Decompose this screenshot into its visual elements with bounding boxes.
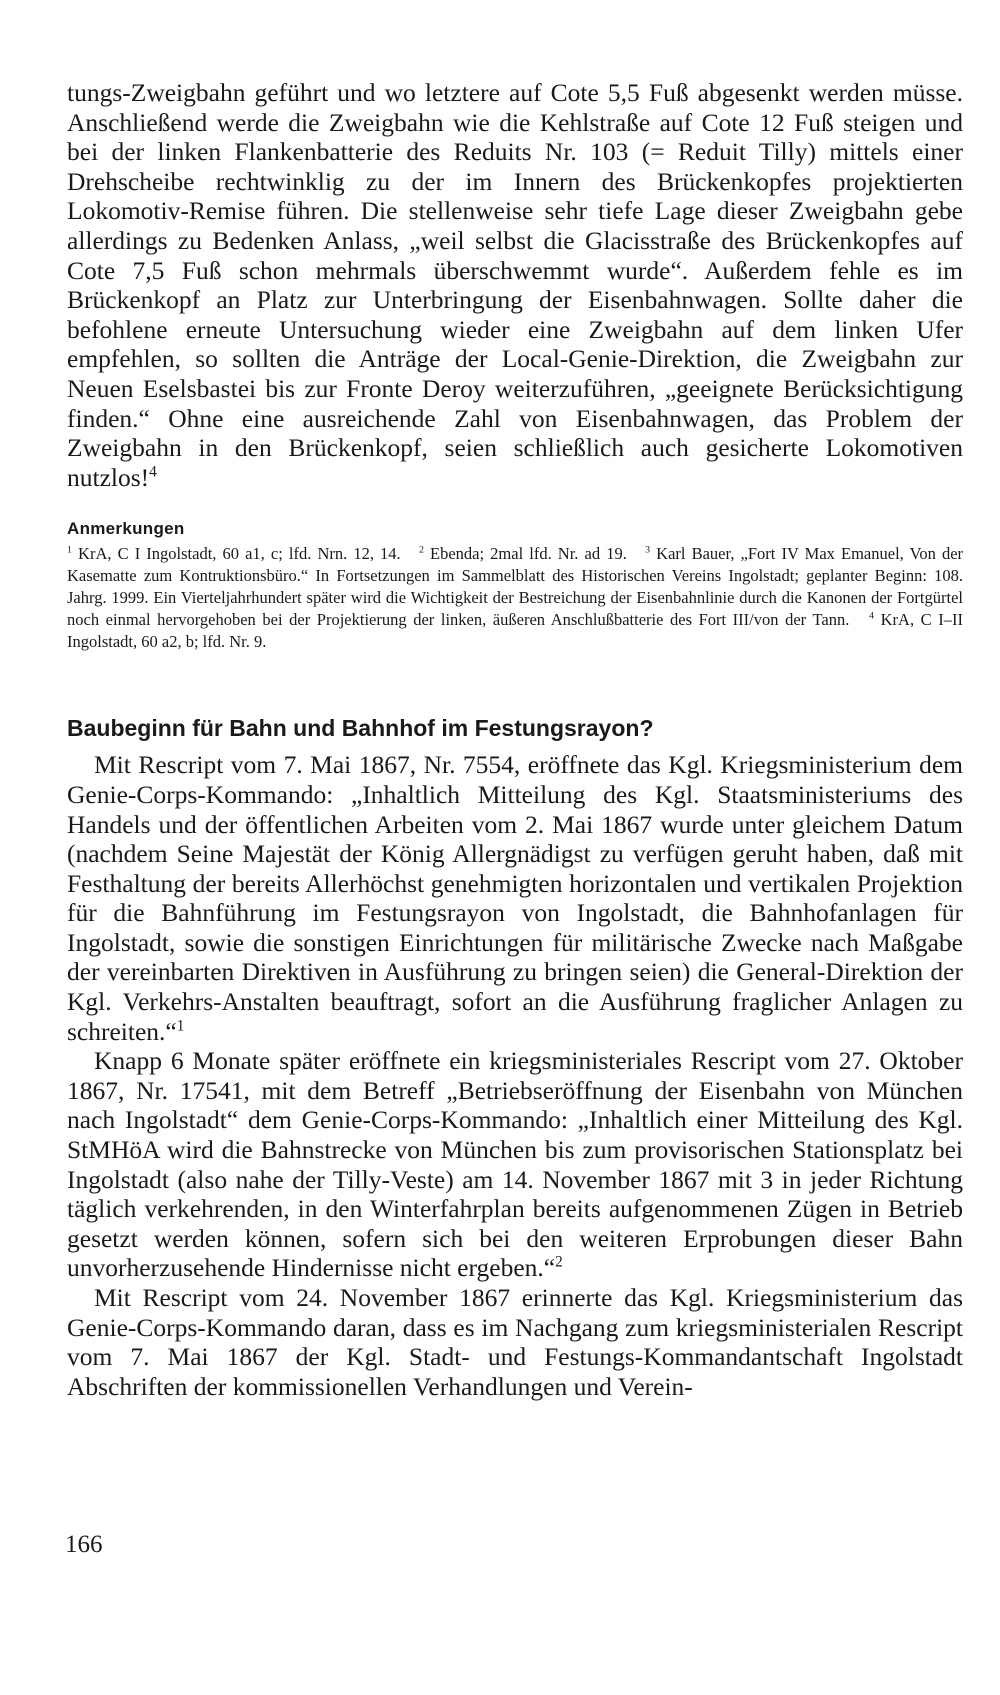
note-text-2: Ebenda; 2mal lfd. Nr. ad 19. [430, 544, 627, 564]
paragraph-rescript-october [67, 1046, 963, 1283]
note-mark-2: 2 [418, 544, 424, 556]
footnotes [67, 543, 963, 653]
footnote-ref-4[interactable]: 4 [149, 463, 157, 481]
paragraph-1-text: tungs-Zweigbahn geführt und wo letztere auf Cote 5,5 Fuß abgesenkt werden müsse. Anschließend werde die Zweigbahn wie die Kehlstraße auf Cote 12 Fuß steigen und bei der linken Flankenbatterie des Reduits Nr. 103 (= Reduit Tilly) mittels einer Drehscheibe rechtwinklig zu der im Innern des Brückenkopfes projektierten Lokomotiv-Remise führen. Die stellenweise sehr tiefe Lage dieser Zweigbahn gebe allerdings zu Bedenken Anlass, „weil selbst die Glacisstraße des Brückenkopfes auf Cote 7,5 Fuß schon mehrmals überschwemmt wurde“. Außerdem fehle es im Brückenkopf an Platz zur Unterbringung der Eisenbahnwagen. Sollte daher die befohlene erneute Untersuchung wieder eine Zweigbahn auf dem linken Ufer empfehlen, so sollten die Anträge der Local-Genie-Direktion, die Zweigbahn zur Neuen Eselsbastei bis zur Fronte Deroy weiterzuführen, „geeignete Berücksichtigung finden.“ Ohne eine ausreichende Zahl von Eisenbahnwagen, das Problem der Zweigbahn in den Brückenkopf, seien schließlich auch gesicherte Lokomotiven nutzlos! [67, 78, 963, 492]
page-number: 166 [65, 1531, 103, 1558]
note-mark-3: 3 [645, 544, 651, 556]
page-content [67, 78, 963, 1401]
paragraph-continued [67, 78, 963, 492]
notes-heading: Anmerkungen [67, 519, 185, 539]
paragraph-rescript-november: Mit Rescript vom 24. November 1867 erinnerte das Kgl. Kriegsministerium das Genie-Corps-Kommando daran, dass es im Nachgang zum kriegsministerialen Rescript vom 7. Mai 1867 der Kgl. Stadt- und Festungs-Kommandantschaft Ingolstadt Abschriften der kommissionellen Verhandlungen und Verein- [67, 1283, 963, 1401]
note-mark-1: 1 [67, 544, 72, 556]
paragraph-rescript-may [67, 750, 963, 1046]
section-heading: Baubeginn für Bahn und Bahnhof im Festungsrayon? [67, 715, 654, 742]
note-mark-4: 4 [869, 610, 875, 622]
paragraph-3-text: Knapp 6 Monate später eröffnete ein kriegsministeriales Rescript vom 27. Oktober 1867, Nr. 17541, mit dem Betreff „Betriebseröffnung der Eisenbahn von München nach Ingolstadt“ dem Genie-Corps-Kommando: „Inhaltlich einer Mitteilung des Kgl. StMHöA wird die Bahnstrecke von München bis zum provisorischen Stationsplatz bei Ingolstadt (also nahe der Tilly-Veste) am 14. November 1867 mit 3 in jeder Richtung täglich verkehrenden, in den Winterfahrplan bereits aufgenommenen Zügen in Betrieb gesetzt werden können, sofern sich bei den weiteren Erprobungen dieser Bahn unvorherzusehende Hindernisse nicht ergeben.“ [67, 1046, 963, 1283]
note-text-3: Karl Bauer, „Fort IV Max Emanuel, Von der Kasematte zum Kontruktionsbüro.“ In Fortsetzungen im Sammelblatt des Historischen Vereins Ingolstadt; geplanter Beginn: 108. Jahrg. 1999. Ein Vierteljahrhundert später wird die Wichtigkeit der Bestreichung der Eisenbahnlinie durch die Kanonen der Fortgürtel noch einmal hervorgehoben bei der Projektierung der linken, äußeren Anschlußbatterie des Fort III/von der Tann. [67, 544, 964, 630]
footnote-ref-2[interactable]: 2 [555, 1253, 563, 1271]
paragraph-2-text: Mit Rescript vom 7. Mai 1867, Nr. 7554, eröffnete das Kgl. Kriegsministerium dem Genie-Corps-Kommando: „Inhaltlich Mitteilung des Kgl. Staatsministeriums des Handels und der öffentlichen Arbeiten vom 2. Mai 1867 wurde unter gleichem Datum (nachdem Seine Majestät der König Allergnädigst zu verfügen geruht haben, daß mit Festhaltung der bereits Allerhöchst genehmigten horizontalen und vertikalen Projektion für die Bahnführung im Festungsrayon von Ingolstadt, die Bahnhofanlagen für Ingolstadt, sowie die sonstigen Einrichtungen für militärische Zwecke nach Maßgabe der vereinbarten Direktiven in Ausführung zu bringen seien) die General-Direktion der Kgl. Verkehrs-Anstalten beauftragt, sofort an die Ausführung fraglicher Anlagen zu schreiten.“ [67, 750, 963, 1046]
note-text-1: KrA, C I Ingolstadt, 60 a1, c; lfd. Nrn. 12, 14. [78, 544, 401, 564]
note-text-4: KrA, C I–II Ingolstadt, 60 a2, b; lfd. Nr. 9. [67, 610, 963, 652]
footnote-ref-1[interactable]: 1 [176, 1017, 185, 1035]
